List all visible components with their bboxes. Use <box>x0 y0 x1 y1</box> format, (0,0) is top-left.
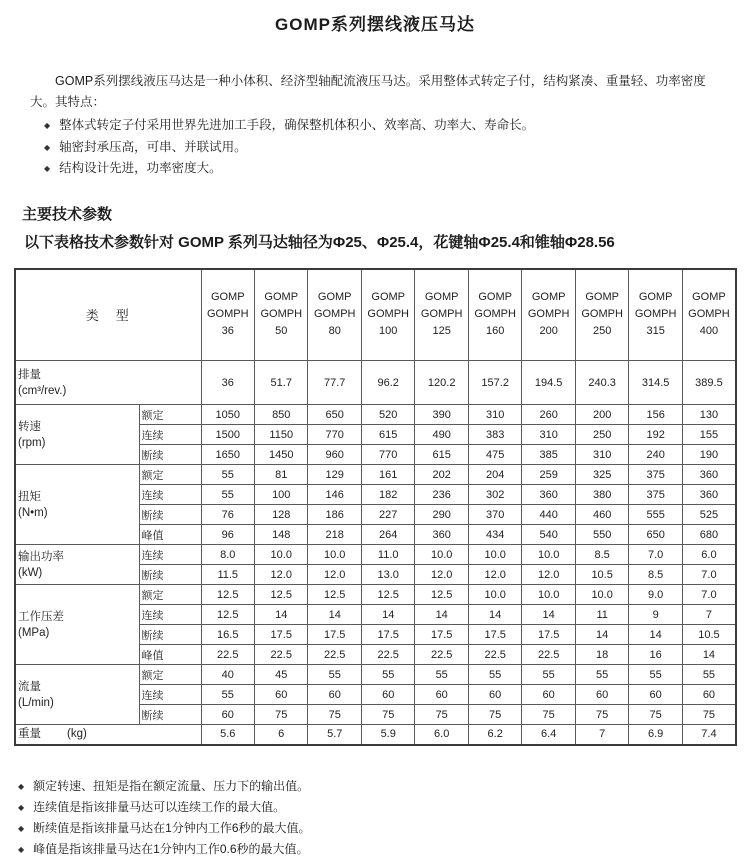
value-cell: 55 <box>415 665 468 685</box>
model-size: 160 <box>486 325 505 338</box>
value-cell: 383 <box>468 425 521 445</box>
value-cell: 202 <box>415 465 468 485</box>
value-cell: 10.0 <box>468 545 521 565</box>
spec-row <box>15 361 736 405</box>
model-header-cell <box>522 269 575 361</box>
value-cell: 14 <box>468 605 521 625</box>
value-cell: 10.0 <box>255 545 308 565</box>
group-label-cell <box>15 585 139 665</box>
value-cell: 360 <box>415 525 468 545</box>
value-cell: 55 <box>575 665 628 685</box>
group-unit: (N•m) <box>18 506 48 519</box>
value-cell: 16.5 <box>201 625 254 645</box>
group-label: 重量 <box>18 728 41 741</box>
value-cell: 6.0 <box>682 545 736 565</box>
model-header-cell <box>201 269 254 361</box>
sub-label-cell: 断续 <box>139 705 201 725</box>
value-cell: 390 <box>415 405 468 425</box>
value-cell: 6.0 <box>415 725 468 745</box>
value-cell: 75 <box>468 705 521 725</box>
star-bullet-icon: ◆ <box>18 802 25 812</box>
sub-label-cell: 额定 <box>139 585 201 605</box>
value-cell: 18 <box>575 645 628 665</box>
value-cell: 236 <box>415 485 468 505</box>
value-cell: 550 <box>575 525 628 545</box>
value-cell: 850 <box>255 405 308 425</box>
value-cell: 14 <box>255 605 308 625</box>
model-size: 315 <box>646 325 665 338</box>
group-label-cell <box>15 361 201 405</box>
value-cell: 17.5 <box>415 625 468 645</box>
group-label-cell <box>15 725 201 745</box>
value-cell: 12.5 <box>308 585 361 605</box>
star-bullet-icon: ◆ <box>44 164 51 173</box>
value-cell: 22.5 <box>522 645 575 665</box>
value-cell: 130 <box>682 405 736 425</box>
group-label: 流量 <box>18 680 41 693</box>
header-row <box>15 269 736 361</box>
model-prefix: GOMP <box>585 291 619 304</box>
value-cell: 10.0 <box>575 585 628 605</box>
value-cell: 12.5 <box>201 585 254 605</box>
group-unit: (L/min) <box>18 696 54 709</box>
footnote-text: 断续值是指该排量马达在1分钟内工作6秒的最大值。 <box>33 820 311 835</box>
group-unit: (kg) <box>67 728 87 741</box>
feature-text: 轴密封承压高，可串、并联试用。 <box>59 139 247 154</box>
footnote-item <box>18 839 750 860</box>
value-cell: 10.5 <box>575 565 628 585</box>
value-cell: 434 <box>468 525 521 545</box>
value-cell: 290 <box>415 505 468 525</box>
value-cell: 75 <box>308 705 361 725</box>
value-cell: 389.5 <box>682 361 736 405</box>
value-cell: 100 <box>255 485 308 505</box>
value-cell: 60 <box>629 685 682 705</box>
value-cell: 7.4 <box>682 725 736 745</box>
model-header-cell <box>575 269 628 361</box>
value-cell: 14 <box>682 645 736 665</box>
value-cell: 250 <box>575 425 628 445</box>
value-cell: 60 <box>575 685 628 705</box>
model-prefix: GOMPH <box>688 308 730 321</box>
model-header-cell <box>468 269 521 361</box>
intro-paragraph: GOMP系列摆线液压马达是一种小体积、经济型轴配流液压马达。采用整体式转定子付，结构紧凑、重量轻、功率密度大。其特点： <box>30 74 706 109</box>
star-bullet-icon: ◆ <box>18 844 25 854</box>
value-cell: 1650 <box>201 445 254 465</box>
value-cell: 75 <box>255 705 308 725</box>
value-cell: 310 <box>575 445 628 465</box>
value-cell: 36 <box>201 361 254 405</box>
value-cell: 8.0 <box>201 545 254 565</box>
model-header-cell <box>682 269 736 361</box>
value-cell: 60 <box>361 685 414 705</box>
sub-label-cell: 断续 <box>139 505 201 525</box>
value-cell: 12.0 <box>522 565 575 585</box>
footnote-text: 峰值是指该排量马达在1分钟内工作0.6秒的最大值。 <box>33 841 309 856</box>
model-prefix: GOMP <box>638 291 673 304</box>
value-cell: 75 <box>415 705 468 725</box>
footnote-item <box>18 818 750 839</box>
value-cell: 770 <box>361 445 414 465</box>
value-cell: 240 <box>629 445 682 465</box>
sub-label-cell: 连续 <box>139 485 201 505</box>
value-cell: 17.5 <box>308 625 361 645</box>
model-prefix: GOMPH <box>420 308 463 321</box>
value-cell: 1450 <box>255 445 308 465</box>
value-cell: 22.5 <box>361 645 414 665</box>
page-title: GOMP系列摆线液压马达 <box>275 15 475 34</box>
value-cell: 490 <box>415 425 468 445</box>
value-cell: 540 <box>522 525 575 545</box>
value-cell: 194.5 <box>522 361 575 405</box>
group-label: 工作压差 <box>18 610 64 623</box>
spec-row <box>15 465 736 485</box>
value-cell: 7.0 <box>629 545 682 565</box>
value-cell: 12.0 <box>308 565 361 585</box>
value-cell: 148 <box>255 525 308 545</box>
feature-text: 整体式转定子付采用世界先进加工手段，确保整机体积小、效率高、功率大、寿命长。 <box>59 118 535 132</box>
model-size: 100 <box>379 325 398 338</box>
feature-item <box>44 115 750 137</box>
value-cell: 227 <box>361 505 414 525</box>
value-cell: 55 <box>201 685 254 705</box>
value-cell: 650 <box>308 405 361 425</box>
value-cell: 8.5 <box>575 545 628 565</box>
group-label-cell <box>15 465 139 545</box>
value-cell: 55 <box>201 485 254 505</box>
value-cell: 76 <box>201 505 254 525</box>
model-prefix: GOMPH <box>206 308 249 321</box>
value-cell: 161 <box>361 465 414 485</box>
value-cell: 615 <box>361 425 414 445</box>
value-cell: 96 <box>201 525 254 545</box>
value-cell: 200 <box>575 405 628 425</box>
group-label-cell <box>15 665 139 725</box>
value-cell: 96.2 <box>361 361 414 405</box>
value-cell: 22.5 <box>201 645 254 665</box>
footnote-text: 额定转速、扭矩是指在额定流量、压力下的输出值。 <box>33 778 310 793</box>
star-bullet-icon: ◆ <box>18 781 25 791</box>
value-cell: 60 <box>682 685 736 705</box>
value-cell: 1500 <box>201 425 254 445</box>
spec-row <box>15 545 736 565</box>
feature-text: 结构设计先进，功率密度大。 <box>59 161 222 175</box>
value-cell: 60 <box>415 685 468 705</box>
value-cell: 6 <box>255 725 308 745</box>
model-size: 80 <box>328 325 341 338</box>
value-cell: 17.5 <box>255 625 308 645</box>
value-cell: 1050 <box>201 405 254 425</box>
value-cell: 11 <box>575 605 628 625</box>
value-cell: 370 <box>468 505 521 525</box>
value-cell: 155 <box>682 425 736 445</box>
value-cell: 12.0 <box>415 565 468 585</box>
value-cell: 615 <box>415 445 468 465</box>
value-cell: 22.5 <box>415 645 468 665</box>
group-label: 排量 <box>18 368 41 381</box>
value-cell: 10.0 <box>308 545 361 565</box>
value-cell: 460 <box>575 505 628 525</box>
group-label: 转速 <box>18 420 41 433</box>
model-prefix: GOMPH <box>367 308 409 321</box>
value-cell: 5.7 <box>308 725 361 745</box>
sub-label-cell: 连续 <box>139 605 201 625</box>
value-cell: 75 <box>361 705 414 725</box>
value-cell: 55 <box>629 665 682 685</box>
star-bullet-icon: ◆ <box>44 142 51 152</box>
value-cell: 555 <box>629 505 682 525</box>
value-cell: 310 <box>468 405 521 425</box>
spec-table-body <box>15 361 736 745</box>
value-cell: 75 <box>575 705 628 725</box>
value-cell: 7 <box>575 725 628 745</box>
sub-label-cell: 额定 <box>139 405 201 425</box>
feature-list <box>0 115 750 180</box>
star-bullet-icon: ◆ <box>18 823 25 833</box>
value-cell: 128 <box>255 505 308 525</box>
footnote-item <box>18 797 750 818</box>
value-cell: 6.4 <box>522 725 575 745</box>
model-prefix: GOMP <box>478 291 512 304</box>
model-size: 50 <box>275 325 288 338</box>
group-unit: (kW) <box>18 566 43 579</box>
value-cell: 11.0 <box>361 545 414 565</box>
value-cell: 17.5 <box>522 625 575 645</box>
value-cell: 55 <box>201 465 254 485</box>
value-cell: 81 <box>255 465 308 485</box>
model-size: 400 <box>699 325 719 338</box>
value-cell: 12.0 <box>255 565 308 585</box>
sub-label-cell: 额定 <box>139 465 201 485</box>
value-cell: 10.5 <box>682 625 736 645</box>
spec-row <box>15 725 736 745</box>
model-prefix: GOMP <box>210 291 245 304</box>
model-prefix: GOMPH <box>313 308 356 321</box>
model-header-cell <box>308 269 361 361</box>
value-cell: 8.5 <box>629 565 682 585</box>
value-cell: 75 <box>522 705 575 725</box>
value-cell: 12.0 <box>468 565 521 585</box>
value-cell: 120.2 <box>415 361 468 405</box>
value-cell: 259 <box>522 465 575 485</box>
value-cell: 302 <box>468 485 521 505</box>
model-prefix: GOMPH <box>634 308 677 321</box>
model-size: 36 <box>221 325 234 338</box>
model-header-cell <box>255 269 308 361</box>
value-cell: 14 <box>308 605 361 625</box>
value-cell: 360 <box>522 485 575 505</box>
value-cell: 360 <box>682 465 736 485</box>
model-prefix: GOMP <box>692 291 726 304</box>
value-cell: 146 <box>308 485 361 505</box>
value-cell: 55 <box>468 665 521 685</box>
group-label-cell <box>15 545 139 585</box>
value-cell: 770 <box>308 425 361 445</box>
value-cell: 7.0 <box>682 585 736 605</box>
sub-label-cell: 连续 <box>139 545 201 565</box>
sub-label-cell: 连续 <box>139 425 201 445</box>
value-cell: 17.5 <box>468 625 521 645</box>
value-cell: 22.5 <box>255 645 308 665</box>
value-cell: 75 <box>629 705 682 725</box>
model-size: 200 <box>539 325 558 338</box>
group-label: 输出功率 <box>18 550 64 563</box>
model-size: 250 <box>592 325 612 338</box>
value-cell: 380 <box>575 485 628 505</box>
value-cell: 22.5 <box>468 645 521 665</box>
value-cell: 51.7 <box>255 361 308 405</box>
type-header-cell: 类 型 <box>15 269 201 361</box>
value-cell: 10.0 <box>522 585 575 605</box>
spec-row <box>15 665 736 685</box>
value-cell: 360 <box>682 485 736 505</box>
value-cell: 11.5 <box>201 565 254 585</box>
value-cell: 314.5 <box>629 361 682 405</box>
section-heading: 主要技术参数 <box>22 205 113 223</box>
feature-item <box>44 137 750 159</box>
value-cell: 14 <box>361 605 414 625</box>
model-prefix: GOMPH <box>527 308 570 321</box>
value-cell: 375 <box>629 465 682 485</box>
value-cell: 12.5 <box>255 585 308 605</box>
value-cell: 156 <box>629 405 682 425</box>
value-cell: 14 <box>522 605 575 625</box>
value-cell: 260 <box>522 405 575 425</box>
sub-label-cell: 额定 <box>139 665 201 685</box>
value-cell: 5.9 <box>361 725 414 745</box>
footnote-item <box>18 776 750 797</box>
group-unit: (cm³/rev.) <box>18 384 67 397</box>
value-cell: 7.0 <box>682 565 736 585</box>
value-cell: 192 <box>629 425 682 445</box>
model-size: 125 <box>432 325 451 338</box>
value-cell: 525 <box>682 505 736 525</box>
value-cell: 186 <box>308 505 361 525</box>
value-cell: 14 <box>629 625 682 645</box>
value-cell: 520 <box>361 405 414 425</box>
value-cell: 17.5 <box>361 625 414 645</box>
value-cell: 9 <box>629 605 682 625</box>
value-cell: 16 <box>629 645 682 665</box>
footnote-text: 连续值是指该排量马达可以连续工作的最大值。 <box>33 799 286 814</box>
value-cell: 14 <box>415 605 468 625</box>
value-cell: 1150 <box>255 425 308 445</box>
model-header-cell <box>629 269 682 361</box>
sub-label-cell: 断续 <box>139 445 201 465</box>
group-label-cell <box>15 405 139 465</box>
value-cell: 12.5 <box>415 585 468 605</box>
spec-row <box>15 585 736 605</box>
value-cell: 385 <box>522 445 575 465</box>
value-cell: 10.0 <box>415 545 468 565</box>
value-cell: 129 <box>308 465 361 485</box>
value-cell: 475 <box>468 445 521 465</box>
sub-label-cell: 峰值 <box>139 645 201 665</box>
value-cell: 10.0 <box>522 545 575 565</box>
value-cell: 13.0 <box>361 565 414 585</box>
model-header-cell <box>415 269 468 361</box>
spec-row <box>15 405 736 425</box>
value-cell: 680 <box>682 525 736 545</box>
model-prefix: GOMP <box>264 291 299 304</box>
value-cell: 218 <box>308 525 361 545</box>
value-cell: 5.6 <box>201 725 254 745</box>
model-prefix: GOMP <box>317 291 352 304</box>
value-cell: 14 <box>575 625 628 645</box>
feature-item <box>44 158 750 180</box>
value-cell: 12.5 <box>201 605 254 625</box>
footnote-list <box>0 776 750 860</box>
value-cell: 60 <box>468 685 521 705</box>
model-prefix: GOMP <box>371 291 406 304</box>
table-note: 以下表格技术参数针对 GOMP 系列马达轴径为Φ25、Φ25.4，花键轴Φ25.4和锥轴Φ28.56 <box>24 233 615 251</box>
group-label: 扭矩 <box>18 490 41 503</box>
value-cell: 960 <box>308 445 361 465</box>
sub-label-cell: 峰值 <box>139 525 201 545</box>
sub-label-cell: 连续 <box>139 685 201 705</box>
value-cell: 9.0 <box>629 585 682 605</box>
value-cell: 12.5 <box>361 585 414 605</box>
value-cell: 157.2 <box>468 361 521 405</box>
value-cell: 190 <box>682 445 736 465</box>
model-prefix: GOMP <box>531 291 566 304</box>
value-cell: 325 <box>575 465 628 485</box>
spec-table-head <box>15 269 736 361</box>
value-cell: 55 <box>682 665 736 685</box>
value-cell: 60 <box>522 685 575 705</box>
value-cell: 6.9 <box>629 725 682 745</box>
star-bullet-icon: ◆ <box>44 121 51 130</box>
spec-table <box>14 268 737 746</box>
value-cell: 440 <box>522 505 575 525</box>
value-cell: 7 <box>682 605 736 625</box>
value-cell: 22.5 <box>308 645 361 665</box>
model-prefix: GOMPH <box>474 308 516 321</box>
model-prefix: GOMP <box>424 291 459 304</box>
value-cell: 55 <box>308 665 361 685</box>
group-unit: (rpm) <box>18 436 46 449</box>
model-prefix: GOMPH <box>581 308 623 321</box>
value-cell: 75 <box>682 705 736 725</box>
model-header-cell <box>361 269 414 361</box>
value-cell: 60 <box>201 705 254 725</box>
value-cell: 264 <box>361 525 414 545</box>
value-cell: 6.2 <box>468 725 521 745</box>
group-unit: (MPa) <box>18 626 50 639</box>
value-cell: 55 <box>522 665 575 685</box>
value-cell: 60 <box>255 685 308 705</box>
value-cell: 310 <box>522 425 575 445</box>
value-cell: 40 <box>201 665 254 685</box>
value-cell: 650 <box>629 525 682 545</box>
sub-label-cell: 断续 <box>139 625 201 645</box>
value-cell: 77.7 <box>308 361 361 405</box>
sub-label-cell: 断续 <box>139 565 201 585</box>
model-prefix: GOMPH <box>260 308 303 321</box>
value-cell: 182 <box>361 485 414 505</box>
value-cell: 204 <box>468 465 521 485</box>
value-cell: 55 <box>361 665 414 685</box>
value-cell: 60 <box>308 685 361 705</box>
value-cell: 45 <box>255 665 308 685</box>
value-cell: 375 <box>629 485 682 505</box>
value-cell: 240.3 <box>575 361 628 405</box>
value-cell: 10.0 <box>468 585 521 605</box>
